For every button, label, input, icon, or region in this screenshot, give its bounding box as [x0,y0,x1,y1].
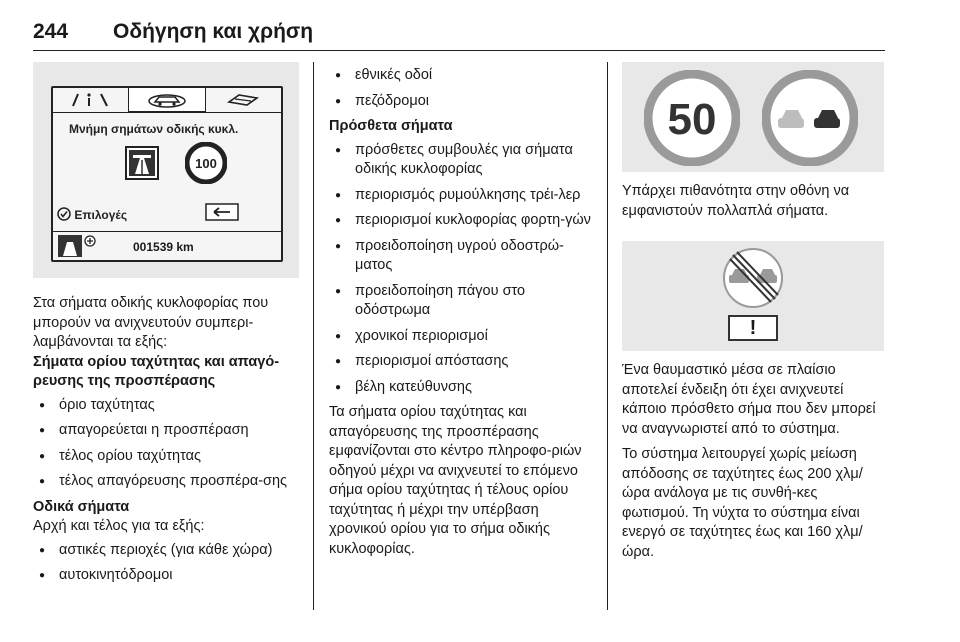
motorway-sign-icon [125,146,159,180]
exclamation-box-icon: ! [728,315,778,341]
speed-limit-50-value: 50 [667,95,717,144]
list-item: ● περιορισμοί απόστασης [329,352,599,372]
status-bar [53,231,281,260]
intro-text: Στα σήματα οδικής κυκλοφορίας που μπορούν να ανιχνευτούν συμπερι-λαμβάνονται τα εξής: [33,295,269,350]
multiple-signs-illustration [622,62,884,172]
list-item: ● εθνικές οδοί [329,66,599,86]
special-signs-intro: Αρχή και τέλος για τα εξής: [33,518,205,534]
menu-title: Μνήμη σημάτων οδικής κυκλ. [69,122,239,136]
navigation-icon [225,92,261,108]
checkmark-icon [57,208,74,222]
list-item: ● πρόσθετες συμβουλές για σήματα οδικής κυκλοφορίας [329,141,599,180]
tab-info [53,88,128,112]
column-divider [313,62,314,610]
unknown-sign-illustration [622,241,884,351]
column-1 [33,62,301,592]
extra-signs-list [329,141,599,398]
list-item: ● περιορισμός ρυμούλκησης τρέι-λερ [329,186,599,206]
back-arrow-icon [205,203,239,221]
column-2 [329,62,599,559]
speed-signs-list [33,396,301,492]
list-item: ● αστικές περιοχές (για κάθε χώρα) [33,541,301,561]
screen-tabs [53,88,281,113]
list-item: ● πεζόδρομοι [329,92,599,112]
options-row [57,206,127,226]
list-item: ● τέλος ορίου ταχύτητας [33,447,301,467]
car-icon [147,92,187,108]
special-signs-heading: Οδικά σήματα [33,498,130,515]
speed-limit-sign-icon [185,142,227,184]
system-speed-text: Το σύστημα λειτουργεί χωρίς μείωση απόδοσης σε ταχύτητες έως 200 χλμ/ώρα ανάλογα με τις συνθή-κες φωτισμού. Τη νύχτα το σύστημα είναι ενεργό σε ταχύτητες έως και 160 χλμ/ώρα. [622,446,863,560]
column-divider [607,62,608,610]
road-types-list [329,66,599,111]
speed-limit-50-sign-icon [644,70,740,166]
column-3 [622,62,884,562]
page-number: 244 [33,20,69,43]
list-item: ● χρονικοί περιορισμοί [329,327,599,347]
odometer: 001539 km [133,240,194,254]
no-overtaking-sign-icon [762,70,858,166]
display-behaviour-text: Τα σήματα ορίου ταχύτητας και απαγόρευσης της προσπέρασης εμφανίζονται στο κέντρο πληροφο-ριών οδηγού μέχρι να ανιχνευτεί το επόμενο σήμα ορίου ταχύτητας ή τέλους ορίου ταχύτητας ή μέχρι την υπέρβαση χρονικού ορίου για το σήμα οδικής κυκλοφορίας. [329,404,582,557]
list-item: ● αυτοκινητόδρομοι [33,566,301,586]
speed-signs-heading: Σήματα ορίου ταχύτητας και απαγό-ρευσης της προσπέρασης [33,353,280,389]
page-title: Οδήγηση και χρήση [113,20,314,43]
list-item: ● τέλος απαγόρευσης προσπέρα-σης [33,472,301,492]
options-label: Επιλογές [74,208,128,222]
driver-info-screen [51,86,283,262]
extra-signs-heading: Πρόσθετα σήματα [329,118,453,134]
multiple-signs-text: Υπάρχει πιθανότητα στην οθόνη να εμφανιστούν πολλαπλά σήματα. [622,183,850,219]
speed-limit-value: 100 [195,156,217,171]
motorway-status-icon [57,234,97,258]
exclamation-explanation-text: Ένα θαυμαστικό μέσα σε πλαίσιο αποτελεί ένδειξη ότι έχει ανιχνευτεί κάποιο πρόσθετο σήμα που δεν μπορεί να αναγνωριστεί από το σύστημα. [622,362,876,437]
tab-navigation [206,88,281,112]
special-signs-list [33,541,301,586]
tab-vehicle [128,88,205,112]
list-item: ● απαγορεύεται η προσπέραση [33,421,301,441]
list-item: ● προειδοποίηση υγρού οδοστρώ-ματος [329,237,599,276]
page-header [33,10,885,51]
list-item: ● βέλη κατεύθυνσης [329,378,599,398]
list-item: ● προειδοποίηση πάγου στο οδόστρωμα [329,282,599,321]
list-item: ● όριο ταχύτητας [33,396,301,416]
list-item: ● περιορισμοί κυκλοφορίας φορτη-γών [329,211,599,231]
display-illustration [33,62,299,278]
end-of-restrictions-sign-icon [713,247,793,309]
info-tab-icon [69,92,113,108]
